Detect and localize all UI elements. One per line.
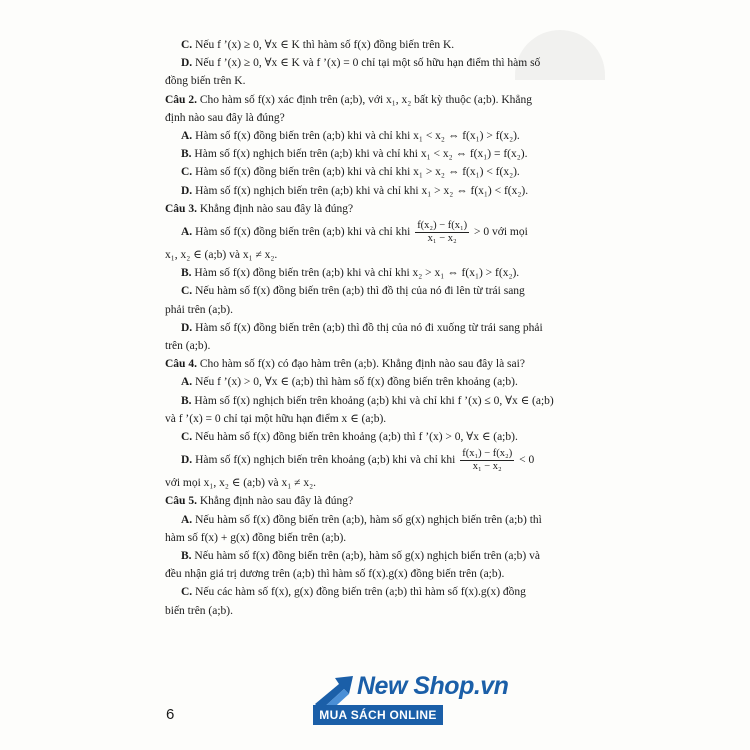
page-number: 6 xyxy=(166,706,175,723)
page-content xyxy=(165,36,585,620)
q4-option-d-cont: với mọi x₁, x₂ ∈ (a;b) và x₁ ≠ x₂. xyxy=(165,477,316,490)
prev-option-c: C. Nếu f ’(x) ≥ 0, ∀x ∈ K thì hàm số f(x) đồng biến trên K. xyxy=(181,39,455,51)
q3-option-a: A. Hàm số f(x) đồng biến trên (a;b) khi và chỉ khi $\frac{\text{f(x₂) − f(x₁)}}{\text{x₁ − x₂}}$ > 0 với mọi xyxy=(181,219,528,244)
question-3: Câu 3. Khẳng định nào sau đây là đúng? xyxy=(165,202,354,215)
q3-option-c-cont: phải trên (a;b). xyxy=(165,303,234,316)
q5-option-a: A. Nếu hàm số f(x) đồng biến trên (a;b), hàm số g(x) nghịch biến trên (a;b) thì xyxy=(181,513,542,526)
question-2: Câu 2. Cho hàm số f(x) xác định trên (a;b), với x₁, x₂ bất kỳ thuộc (a;b). Khẳng xyxy=(165,93,533,106)
q2-option-c: C. Hàm số f(x) đồng biến trên (a;b) khi và chỉ khi x₁ > x₂ ⇔ f(x₁) < f(x₂). xyxy=(181,166,520,179)
q3-option-d-cont: trên (a;b). xyxy=(165,340,211,353)
q3-option-b: B. Hàm số f(x) đồng biến trên (a;b) khi và chỉ khi x₂ > x₁ ⇔ f(x₁) > f(x₂). xyxy=(181,267,520,280)
q4-option-d: D. Hàm số f(x) nghịch biến trên khoảng (a;b) khi và chỉ khi $\frac{\text{f(x₁) − f(x₂)}}{\text{x₁ − x₂}}$ < 0 xyxy=(181,448,535,473)
q2-option-d: D. Hàm số f(x) nghịch biến trên (a;b) khi và chỉ khi x₁ > x₂ ⇔ f(x₁) < f(x₂). xyxy=(181,184,529,197)
question-5: Câu 5. Khẳng định nào sau đây là đúng? xyxy=(165,495,354,508)
question-2-cont: định nào sau đây là đúng? xyxy=(165,111,285,124)
q2-option-b: B. Hàm số f(x) nghịch biến trên (a;b) khi và chỉ khi x₁ < x₂ ⇔ f(x₁) = f(x₂). xyxy=(181,148,528,161)
q3-option-a-cont: x₁, x₂ ∈ (a;b) và x₁ ≠ x₂. xyxy=(165,249,278,262)
newshop-logo xyxy=(313,672,603,728)
q4-option-b: B. Hàm số f(x) nghịch biến trên khoảng (a;b) khi và chỉ khi f ’(x) ≤ 0, ∀x ∈ (a;b) xyxy=(181,394,554,407)
question-4: Câu 4. Cho hàm số f(x) có đạo hàm trên (a;b). Khẳng định nào sau đây là sai? xyxy=(165,358,525,371)
fraction: $\frac{\text{f(x₂) − f(x₁)}}{\text{x₁ − x₂}}$ xyxy=(417,219,468,244)
q5-option-b: B. Nếu hàm số f(x) đồng biến trên (a;b), hàm số g(x) nghịch biến trên (a;b) và xyxy=(181,550,540,563)
q4-option-b-cont: và f ’(x) = 0 chỉ tại một hữu hạn điểm x ∈ (a;b). xyxy=(165,412,387,425)
q5-option-b-cont: đều nhận giá trị dương trên (a;b) thì hàm số f(x).g(x) đồng biến trên (a;b). xyxy=(165,568,505,581)
prev-option-d-cont: đồng biến trên K. xyxy=(165,75,246,88)
logo-name: New Shop.vn xyxy=(357,672,509,700)
q4-option-c: C. Nếu hàm số f(x) đồng biến trên khoảng (a;b) thì f ’(x) > 0, ∀x ∈ (a;b). xyxy=(181,431,518,444)
q5-option-c-cont: biến trên (a;b). xyxy=(165,604,234,617)
q3-option-c: C. Nếu hàm số f(x) đồng biến trên (a;b) thì đồ thị của nó đi lên từ trái sang xyxy=(181,285,525,298)
fraction: $\frac{\text{f(x₁) − f(x₂)}}{\text{x₁ − x₂}}$ xyxy=(462,448,513,473)
q4-option-a: A. Nếu f ’(x) > 0, ∀x ∈ (a;b) thì hàm số f(x) đồng biến trên khoảng (a;b). xyxy=(181,376,518,389)
prev-option-d: D. Nếu f ’(x) ≥ 0, ∀x ∈ K và f ’(x) = 0 chỉ tại một số hữu hạn điểm thì hàm số xyxy=(181,57,541,70)
q5-option-c: C. Nếu các hàm số f(x), g(x) đồng biến trên (a;b) thì hàm số f(x).g(x) đồng xyxy=(181,586,526,599)
q5-option-a-cont: hàm số f(x) + g(x) đồng biến trên (a;b). xyxy=(165,531,347,544)
logo-tagline: MUA SÁCH ONLINE xyxy=(313,705,443,725)
q3-option-d: D. Hàm số f(x) đồng biến trên (a;b) thì đồ thị của nó đi xuống từ trái sang phải xyxy=(181,321,543,334)
q2-option-a: A. Hàm số f(x) đồng biến trên (a;b) khi và chỉ khi x₁ < x₂ ⇔ f(x₁) > f(x₂). xyxy=(181,130,520,143)
